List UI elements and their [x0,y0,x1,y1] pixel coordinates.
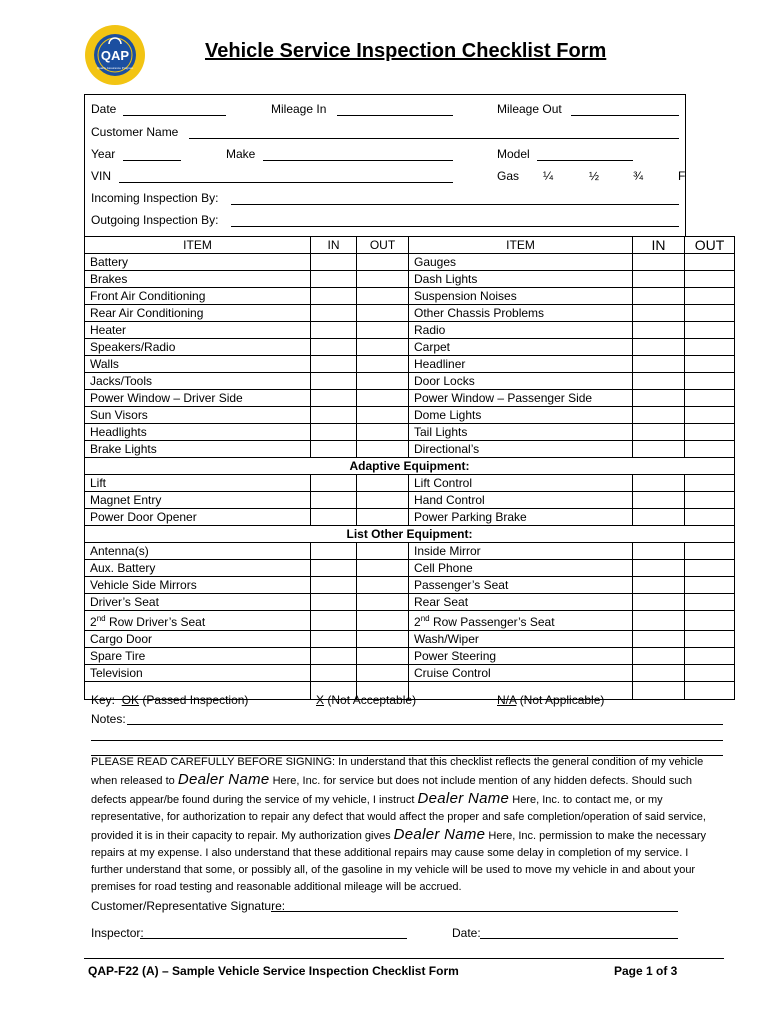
ordinal-number: 2 [90,615,97,629]
column-header-out: OUT [357,237,409,254]
item-name: Hand Control [409,492,633,509]
item-name: Power Parking Brake [409,509,633,526]
in-check-cell[interactable] [311,424,357,441]
item-name: Radio [409,322,633,339]
agreement-text-3: Here, Inc. to contact me, or my representative, for authorization to repair any defect that would affect the proper and safe completion/operation of said service, provided it is in their capacity to repair. My authorization gives [91,794,706,842]
gas-label: Gas [497,169,520,183]
year-label: Year [91,147,116,161]
item-name: Aux. Battery [85,560,311,577]
in-check-cell[interactable] [311,577,357,594]
table-row [85,322,735,339]
out-check-cell[interactable] [685,339,735,356]
key-x [316,693,416,707]
column-header-item: ITEM [85,237,311,254]
table-header-row [85,237,735,254]
out-check-cell[interactable] [685,543,735,560]
model-field[interactable] [537,160,633,161]
item-name: Carpet [409,339,633,356]
item-name: Suspension Noises [409,288,633,305]
make-label: Make [226,147,256,161]
out-check-cell[interactable] [357,254,409,271]
item-name: Front Air Conditioning [85,288,311,305]
in-check-cell[interactable] [633,631,685,648]
in-check-cell[interactable] [633,543,685,560]
table-row [85,407,735,424]
in-check-cell[interactable] [633,288,685,305]
in-check-cell[interactable] [633,424,685,441]
vin-label: VIN [91,169,112,183]
item-name: Driver’s Seat [85,594,311,611]
item-name: Jacks/Tools [85,373,311,390]
item-name: Lift Control [409,475,633,492]
date-label: Date [91,102,117,116]
agreement-text-4: Here, Inc. permission to make the necessary repairs at my expense. I also understand that these additional repairs may cause some delay in completion of my service. I further understand that some, or possibly all, of the gasoline in my vehicle will be used to move my vehicle in and about your premises for road testing and reasonable additional mileage will be accrued. [91,830,707,893]
outgoing-inspection-label: Outgoing Inspection By: [91,213,219,227]
in-check-cell[interactable] [311,665,357,682]
key-label: Key: [91,693,116,707]
in-check-cell[interactable] [311,339,357,356]
make-field[interactable] [263,160,453,161]
item-name: Power Door Opener [85,509,311,526]
key-ok-code: OK [121,693,140,707]
checklist-body [85,254,735,700]
table-row [85,611,735,631]
dealer-name-placeholder: Dealer Name [393,826,486,843]
item-name: Dash Lights [409,271,633,288]
key-ok-desc: (Passed Inspection) [142,693,249,707]
in-check-cell[interactable] [633,475,685,492]
footer-divider [84,958,724,959]
table-row [85,356,735,373]
item-name: Other Chassis Problems [409,305,633,322]
column-header-out: OUT [685,237,735,254]
logo-text: QAP [100,48,130,63]
table-row [85,254,735,271]
year-field[interactable] [123,160,181,161]
table-row [85,390,735,407]
in-check-cell[interactable] [311,271,357,288]
item-name: Headlights [85,424,311,441]
table-row [85,475,735,492]
out-check-cell[interactable] [357,577,409,594]
table-row [85,594,735,611]
item-name: Walls [85,356,311,373]
out-check-cell[interactable] [685,322,735,339]
in-check-cell[interactable] [633,611,685,631]
in-check-cell[interactable] [633,509,685,526]
table-row [85,509,735,526]
item-name: Brakes [85,271,311,288]
out-check-cell[interactable] [685,356,735,373]
out-check-cell[interactable] [685,390,735,407]
item-name: Spare Tire [85,648,311,665]
out-check-cell[interactable] [685,631,735,648]
page-number: Page 1 of 3 [614,964,678,978]
out-check-cell[interactable] [357,407,409,424]
in-check-cell[interactable] [311,475,357,492]
table-row [85,441,735,458]
out-check-cell[interactable] [685,288,735,305]
in-check-cell[interactable] [633,305,685,322]
in-check-cell[interactable] [311,648,357,665]
out-check-cell[interactable] [685,305,735,322]
table-row [85,492,735,509]
in-check-cell[interactable] [311,509,357,526]
item-name: Heater [85,322,311,339]
qap-logo [84,24,146,86]
item-name: Inside Mirror [409,543,633,560]
out-check-cell[interactable] [357,322,409,339]
table-row [85,339,735,356]
out-check-cell[interactable] [685,560,735,577]
in-check-cell[interactable] [633,665,685,682]
item-name: Tail Lights [409,424,633,441]
table-row [85,648,735,665]
section-adaptive-equipment [85,458,735,475]
vehicle-info-section [84,94,686,236]
item-name: Door Locks [409,373,633,390]
customer-name-field[interactable] [189,138,679,139]
item-name: Headliner [409,356,633,373]
notes-label: Notes: [91,712,126,726]
ordinal-suffix: nd [96,614,106,623]
in-check-cell[interactable] [633,254,685,271]
in-check-cell[interactable] [633,339,685,356]
in-check-cell[interactable] [311,492,357,509]
out-check-cell[interactable] [357,305,409,322]
item-name [409,611,633,631]
item-name [85,611,311,631]
out-check-cell[interactable] [685,611,735,631]
in-check-cell[interactable] [311,611,357,631]
key-x-desc: (Not Acceptable) [327,693,417,707]
dealer-name-placeholder: Dealer Name [417,790,510,807]
out-check-cell[interactable] [685,682,735,700]
authorization-paragraph [91,754,721,896]
out-check-cell[interactable] [357,373,409,390]
out-check-cell[interactable] [685,492,735,509]
in-check-cell[interactable] [633,594,685,611]
agreement-text-1: PLEASE READ CAREFULLY BEFORE SIGNING: In understand that this checklist reflects the general condition of my vehicle when released to [91,756,704,787]
out-check-cell[interactable] [685,665,735,682]
item-name: Power Window – Passenger Side [409,390,633,407]
notes-line-2[interactable] [91,740,723,741]
out-check-cell[interactable] [357,509,409,526]
out-check-cell[interactable] [357,543,409,560]
mileage-out-label: Mileage Out [497,102,562,116]
key-na-code: N/A [497,693,517,707]
notes-line-1[interactable] [127,724,723,725]
gas-half-option[interactable]: ½ [589,169,600,183]
in-check-cell[interactable] [633,322,685,339]
item-name: Power Steering [409,648,633,665]
in-check-cell[interactable] [311,322,357,339]
table-row [85,543,735,560]
out-check-cell[interactable] [357,560,409,577]
incoming-inspection-label: Incoming Inspection By: [91,191,219,205]
out-check-cell[interactable] [685,648,735,665]
item-name: Wash/Wiper [409,631,633,648]
table-row [85,288,735,305]
out-check-cell[interactable] [357,475,409,492]
out-check-cell[interactable] [357,424,409,441]
table-row [85,424,735,441]
out-check-cell[interactable] [685,407,735,424]
table-row [85,373,735,390]
table-row [85,305,735,322]
ordinal-suffix: nd [420,614,430,623]
item-name: Cell Phone [409,560,633,577]
column-header-in: IN [633,237,685,254]
out-check-cell[interactable] [357,631,409,648]
out-check-cell[interactable] [357,356,409,373]
table-row [85,271,735,288]
in-check-cell[interactable] [633,407,685,424]
item-name-text: Row Driver’s Seat [108,615,206,629]
item-name-text: Row Passenger’s Seat [432,615,555,629]
key-ok [91,693,248,707]
inspection-date-field[interactable] [480,938,678,939]
out-check-cell[interactable] [357,594,409,611]
inspection-date-label: Date: [452,926,481,940]
out-check-cell[interactable] [357,441,409,458]
item-name: Rear Seat [409,594,633,611]
out-check-cell[interactable] [685,577,735,594]
mileage-in-field[interactable] [337,115,453,116]
in-check-cell[interactable] [633,373,685,390]
out-check-cell[interactable] [685,509,735,526]
in-check-cell[interactable] [633,648,685,665]
customer-signature-field[interactable] [271,911,678,912]
item-name: Directional’s [409,441,633,458]
table-row [85,665,735,682]
in-check-cell[interactable] [311,543,357,560]
table-row [85,577,735,594]
customer-signature-label: Customer/Representative Signature: [91,899,286,913]
item-name: Rear Air Conditioning [85,305,311,322]
item-name: Gauges [409,254,633,271]
dealer-name-placeholder: Dealer Name [177,771,270,788]
customer-name-label: Customer Name [91,125,179,139]
item-name: Brake Lights [85,441,311,458]
out-check-cell[interactable] [685,475,735,492]
out-check-cell[interactable] [685,271,735,288]
out-check-cell[interactable] [685,594,735,611]
out-check-cell[interactable] [685,424,735,441]
item-name: Lift [85,475,311,492]
out-check-cell[interactable] [357,492,409,509]
in-check-cell[interactable] [311,594,357,611]
item-name: Speakers/Radio [85,339,311,356]
in-check-cell[interactable] [633,271,685,288]
form-code: QAP-F22 (A) – Sample Vehicle Service Inspection Checklist Form [88,964,459,978]
in-check-cell[interactable] [311,407,357,424]
in-check-cell[interactable] [633,577,685,594]
gas-three-quarter-option[interactable]: ¾ [633,169,644,183]
item-name: Antenna(s) [85,543,311,560]
out-check-cell[interactable] [357,390,409,407]
outgoing-inspection-field[interactable] [231,226,679,227]
vin-field[interactable] [119,182,453,183]
key-x-code: X [316,693,325,707]
in-check-cell[interactable] [311,631,357,648]
in-check-cell[interactable] [311,254,357,271]
item-name: Power Window – Driver Side [85,390,311,407]
item-name: Sun Visors [85,407,311,424]
item-name: Vehicle Side Mirrors [85,577,311,594]
item-name: Passenger’s Seat [409,577,633,594]
model-label: Model [497,147,530,161]
key-na [497,693,604,707]
item-name: Cargo Door [85,631,311,648]
out-check-cell[interactable] [685,373,735,390]
out-check-cell[interactable] [357,665,409,682]
in-check-cell[interactable] [311,441,357,458]
inspection-checklist-table [84,236,735,700]
table-row [85,560,735,577]
logo-subtext: Quality Assurance Program [96,66,134,70]
item-name: Battery [85,254,311,271]
item-name: Dome Lights [409,407,633,424]
inspector-label: Inspector: [91,926,144,940]
key-na-desc: (Not Applicable) [519,693,605,707]
in-check-cell[interactable] [311,356,357,373]
ordinal-number: 2 [414,615,421,629]
out-check-cell[interactable] [685,254,735,271]
page-title: Vehicle Service Inspection Checklist Form [205,40,607,62]
mileage-out-field[interactable] [571,115,679,116]
mileage-in-label: Mileage In [271,102,327,116]
out-check-cell[interactable] [357,271,409,288]
out-check-cell[interactable] [357,339,409,356]
in-check-cell[interactable] [633,441,685,458]
in-check-cell[interactable] [633,682,685,700]
column-header-item: ITEM [409,237,633,254]
section-other-equipment [85,526,735,543]
gas-full-option[interactable]: F [678,169,686,183]
item-name: Television [85,665,311,682]
in-check-cell[interactable] [311,305,357,322]
out-check-cell[interactable] [685,441,735,458]
in-check-cell[interactable] [633,356,685,373]
in-check-cell[interactable] [633,560,685,577]
in-check-cell[interactable] [311,373,357,390]
in-check-cell[interactable] [311,390,357,407]
agreement-text-2: Here, Inc. for service but does not include mention of any hidden defects. Should such defects appear/be found during the service of my vehicle, I instruct [91,775,693,806]
in-check-cell[interactable] [633,492,685,509]
out-check-cell[interactable] [357,648,409,665]
item-name: Magnet Entry [85,492,311,509]
out-check-cell[interactable] [357,288,409,305]
date-field[interactable] [123,115,226,116]
gas-quarter-option[interactable]: ¼ [543,169,554,183]
section-heading: List Other Equipment: [85,526,735,543]
in-check-cell[interactable] [311,560,357,577]
inspector-field[interactable] [140,938,407,939]
in-check-cell[interactable] [633,390,685,407]
out-check-cell[interactable] [357,611,409,631]
section-heading: Adaptive Equipment: [85,458,735,475]
table-row [85,631,735,648]
in-check-cell[interactable] [311,288,357,305]
item-name: Cruise Control [409,665,633,682]
column-header-in: IN [311,237,357,254]
incoming-inspection-field[interactable] [231,204,679,205]
